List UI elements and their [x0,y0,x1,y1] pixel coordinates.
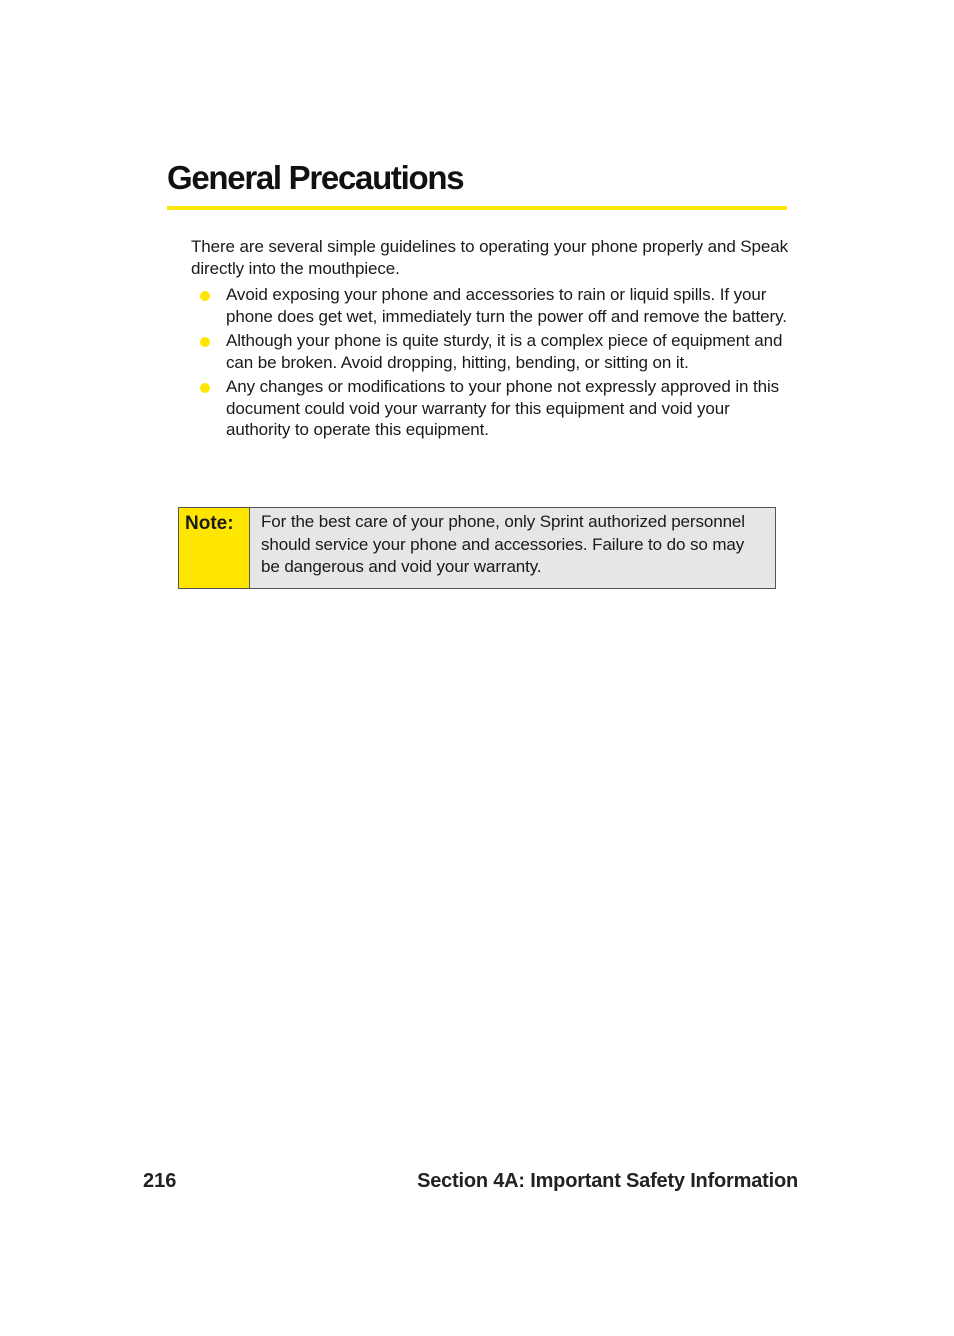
list-item [191,376,791,441]
intro-paragraph: There are several simple guidelines to operating your phone properly and Speak directly into the mouthpiece. [191,237,789,278]
list-item [191,284,791,327]
list-item [191,330,791,373]
note-label: Note: [179,508,250,588]
precautions-list [191,284,791,444]
page-title: General Precautions [167,159,464,196]
note-text: For the best care of your phone, only Sprint authorized personnel should service your phone and accessories. Failure to do so may be dangerous and void your warranty. [261,512,745,576]
bullet-icon [200,383,210,393]
bullet-icon [200,337,210,347]
footer-section-title: Section 4A: Important Safety Information [417,1170,798,1192]
footer-page-number: 216 [143,1170,177,1192]
list-item-text: Although your phone is quite sturdy, it is a complex piece of equipment and can be broken. Avoid dropping, hitting, bending, or sitting on it. [226,331,783,372]
bullet-icon [200,291,210,301]
list-item-text: Avoid exposing your phone and accessories to rain or liquid spills. If your phone does get wet, immediately turn the power off and remove the battery. [226,285,787,326]
title-underline [167,206,787,210]
note-box [178,507,776,589]
list-item-text: Any changes or modifications to your phone not expressly approved in this document could void your warranty for this equipment and void your authority to operate this equipment. [226,377,780,439]
